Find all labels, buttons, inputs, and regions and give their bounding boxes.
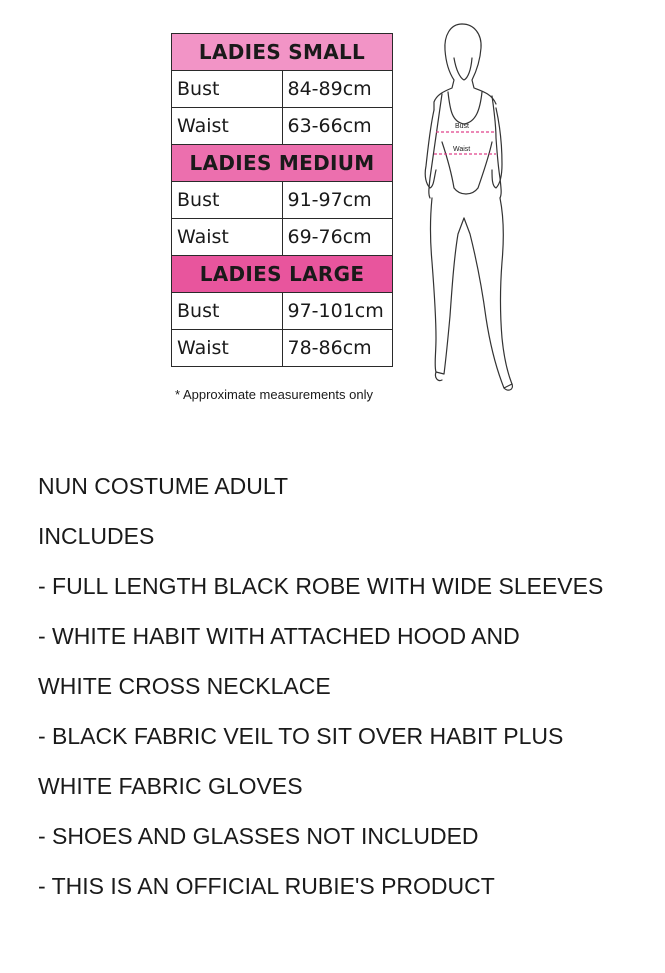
measure-label: Waist — [172, 219, 283, 256]
leg-left — [431, 198, 465, 374]
size-row — [172, 71, 393, 108]
torso-outline — [429, 94, 442, 198]
size-header-large — [172, 256, 393, 293]
head-outline — [434, 24, 462, 110]
leg-right — [464, 198, 512, 388]
size-row — [172, 219, 393, 256]
description-line: - THIS IS AN OFFICIAL RUBIE'S PRODUCT — [38, 873, 495, 899]
waist-label: Waist — [453, 146, 471, 153]
size-title: LADIES LARGE — [172, 256, 393, 293]
measure-label: Bust — [172, 182, 283, 219]
size-row — [172, 330, 393, 367]
product-title: NUN COSTUME ADULT — [38, 473, 289, 499]
measure-value: 97-101cm — [282, 293, 393, 330]
measure-value: 69-76cm — [282, 219, 393, 256]
description-line: - FULL LENGTH BLACK ROBE WITH WIDE SLEEVES — [38, 573, 604, 599]
measure-value: 78-86cm — [282, 330, 393, 367]
measure-label: Waist — [172, 330, 283, 367]
measure-label: Bust — [172, 293, 283, 330]
size-title: LADIES SMALL — [172, 34, 393, 71]
description-line: WHITE FABRIC GLOVES — [38, 773, 303, 799]
measure-label: Bust — [172, 71, 283, 108]
measure-value: 84-89cm — [282, 71, 393, 108]
measure-value: 63-66cm — [282, 108, 393, 145]
body-figure-illustration — [412, 18, 522, 393]
measure-label: Waist — [172, 108, 283, 145]
size-row — [172, 108, 393, 145]
measure-value: 91-97cm — [282, 182, 393, 219]
size-title: LADIES MEDIUM — [172, 145, 393, 182]
size-header-medium — [172, 145, 393, 182]
description-line: - WHITE HABIT WITH ATTACHED HOOD AND — [38, 623, 520, 649]
product-description — [38, 468, 653, 918]
bust-label: Bust — [455, 123, 470, 130]
description-line: - BLACK FABRIC VEIL TO SIT OVER HABIT PLUS — [38, 723, 564, 749]
description-line: INCLUDES — [38, 523, 155, 549]
size-row — [172, 293, 393, 330]
size-header-small — [172, 34, 393, 71]
description-line: WHITE CROSS NECKLACE — [38, 673, 331, 699]
size-chart-table — [171, 33, 393, 367]
description-line: - SHOES AND GLASSES NOT INCLUDED — [38, 823, 479, 849]
approximate-note: * Approximate measurements only — [175, 387, 373, 402]
size-row — [172, 182, 393, 219]
